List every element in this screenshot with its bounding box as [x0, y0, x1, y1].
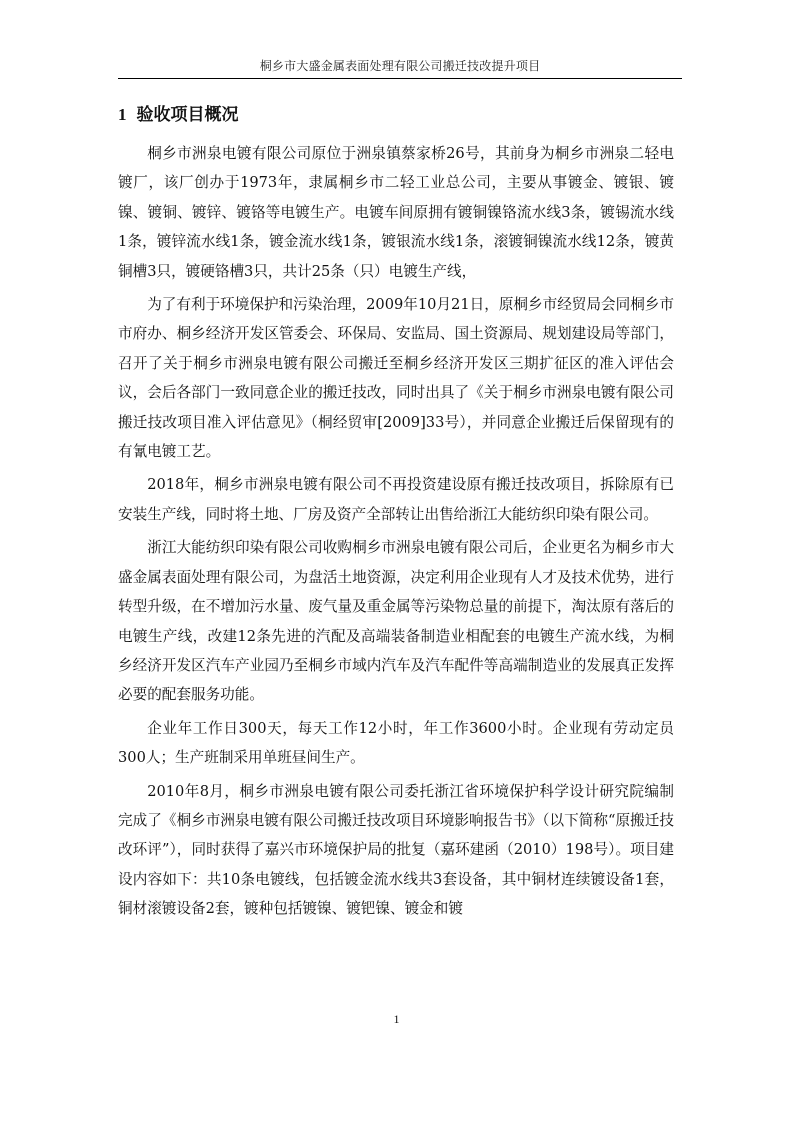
page-header: 桐乡市大盛金属表面处理有限公司搬迁技改提升项目 [259, 59, 541, 73]
section-heading [118, 102, 239, 128]
document-body [118, 139, 674, 928]
paragraph: 浙江大能纺织印染有限公司收购桐乡市洲泉电镀有限公司后，企业更名为桐乡市大盛金属表面处理有限公司，为盘活土地资源，决定利用企业现有人才及技术优势，进行转型升级，在不增加污水量、废气量及重金属等污染物总量的前提下，淘汰原有落后的电镀生产线，改建12条先进的汽配及高端装备制造业相配套的电镀生产流水线，为桐乡经济开发区汽车产业园乃至桐乡市域内汽车及汽车配件等高端制造业的发展真正发挥必要的配套服务功能。 [118, 539, 674, 704]
paragraph: 为了有利于环境保护和污染治理，2009年10月21日，原桐乡市经贸局会同桐乡市市府办、桐乡经济开发区管委会、环保局、安监局、国土资源局、规划建设局等部门，召开了关于桐乡市洲泉电镀有限公司搬迁至桐乡经济开发区三期扩征区的准入评估会议，会后各部门一致同意企业的搬迁技改，同时出具了《关于桐乡市洲泉电镀有限公司搬迁技改项目准入评估意见》（桐经贸审[2009]33号），并同意企业搬迁后保留现有的有氰电镀工艺。 [118, 296, 674, 461]
paragraph: 2018年，桐乡市洲泉电镀有限公司不再投资建设原有搬迁技改项目，拆除原有已安装生产线，同时将土地、厂房及资产全部转让出售给浙江大能纺织印染有限公司。 [118, 476, 674, 523]
paragraph: 桐乡市洲泉电镀有限公司原位于洲泉镇蔡家桥26号，其前身为桐乡市洲泉二轻电镀厂，该厂创办于1973年，隶属桐乡市二轻工业总公司，主要从事镀金、镀银、镀镍、镀铜、镀锌、镀铬等电镀生产。电镀车间原拥有镀铜镍铬流水线3条，镀锡流水线1条，镀锌流水线1条，镀金流水线1条，镀银流水线1条，滚镀铜镍流水线12条，镀黄铜槽3只，镀硬铬槽3只，共计25条（只）电镀生产线， [118, 145, 674, 280]
section-title: 验收项目概况 [136, 105, 239, 125]
paragraph: 2010年8月，桐乡市洲泉电镀有限公司委托浙江省环境保护科学设计研究院编制完成了《桐乡市洲泉电镀有限公司搬迁技改项目环境影响报告书》（以下简称“原搬迁技改环评”），同时获得了嘉兴市环境保护局的批复（嘉环建函（2010）198号）。项目建设内容如下：共10条电镀线，包括镀金流水线共3套设备，其中铜材连续镀设备1套，铜材滚镀设备2套，镀种包括镀镍、镀钯镍、镀金和镀 [118, 782, 674, 918]
page-number: 1 [393, 1012, 400, 1026]
section-number: 1 [118, 105, 127, 124]
paragraph: 企业年工作日300天，每天工作12小时，年工作3600小时。企业现有劳动定员300人；生产班制采用单班昼间生产。 [118, 719, 674, 767]
header-divider [118, 78, 682, 79]
